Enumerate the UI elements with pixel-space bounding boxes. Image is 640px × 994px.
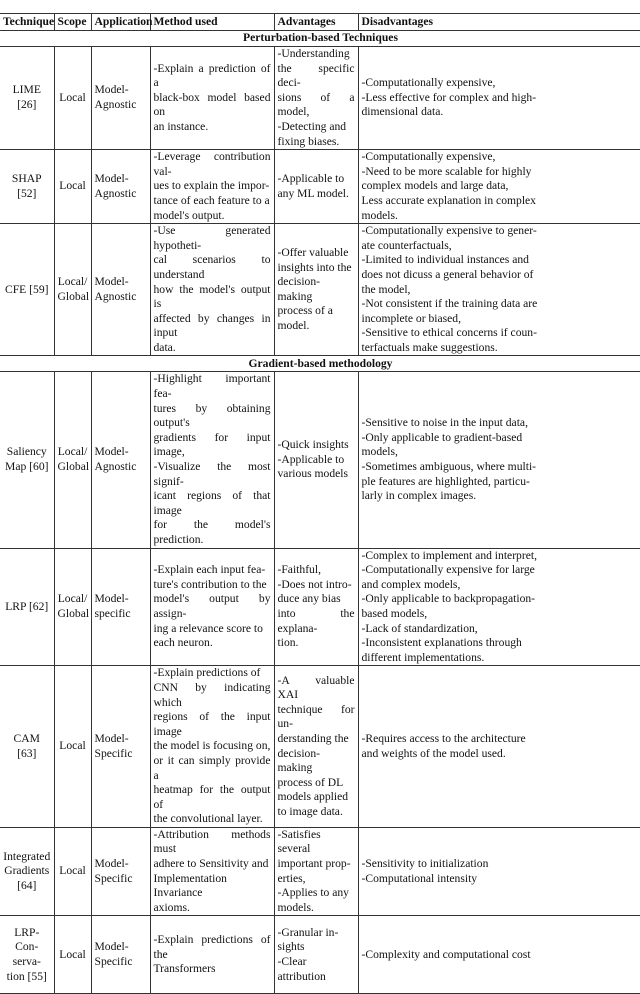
cell-application: Model- Agnostic	[91, 47, 150, 150]
cell-scope: Local	[54, 150, 91, 224]
cell-disadvantages: -Complex to implement and interpret, -Computationally expensive for large and complex models, -Only applicable to backpropagation- based models, -Lack of standardization, -Inconsistent explanations through different implementations.	[358, 548, 640, 666]
cell-advantages: -Offer valuable insights into the decision-making process of a model.	[274, 224, 358, 356]
cell-method: -Attribution methods must adhere to Sensitivity and Implementation Invariance axioms.	[150, 827, 274, 916]
section-title: Perturbation-based Techniques	[0, 31, 640, 47]
header-row	[0, 14, 640, 31]
xai-techniques-table	[0, 13, 640, 994]
cell-technique: CFE [59]	[0, 224, 54, 356]
cell-disadvantages: -Complexity and computational cost	[358, 916, 640, 994]
table-row	[0, 150, 640, 224]
cell-method: -Explain predictions of CNN by indicating which regions of the input image the model is focusing on, or it can simply provide a heatmap for the output of the convolutional layer.	[150, 666, 274, 828]
cell-technique: CAM [63]	[0, 666, 54, 828]
cell-advantages: -Quick insights -Applicable to various models	[274, 372, 358, 548]
table-row	[0, 372, 640, 548]
cell-application: Model- Specific	[91, 827, 150, 916]
cell-method: -Use generated hypotheti- cal scenarios to understand how the model's output is affected by changes in input data.	[150, 224, 274, 356]
cell-advantages: -A valuable XAI technique for un- derstanding the decision-making process of DL models applied to image data.	[274, 666, 358, 828]
header-disadvantages: Disadvantages	[358, 14, 640, 31]
header-method: Method used	[150, 14, 274, 31]
cell-technique: Integrated Gradients [64]	[0, 827, 54, 916]
cell-scope: Local/ Global	[54, 548, 91, 666]
cell-scope: Local	[54, 827, 91, 916]
table-row	[0, 916, 640, 994]
cell-disadvantages: -Sensitivity to initialization -Computational intensity	[358, 827, 640, 916]
table-row	[0, 548, 640, 666]
table-row	[0, 827, 640, 916]
cell-method: -Explain a prediction of a black-box model based on an instance.	[150, 47, 274, 150]
cell-application: Model- specific	[91, 548, 150, 666]
cell-scope: Local	[54, 916, 91, 994]
cell-disadvantages: -Requires access to the architecture and weights of the model used.	[358, 666, 640, 828]
header-advantages: Advantages	[274, 14, 358, 31]
table-row	[0, 666, 640, 828]
cell-disadvantages: -Computationally expensive, -Less effective for complex and high- dimensional data.	[358, 47, 640, 150]
cell-application: Model- Agnostic	[91, 150, 150, 224]
cell-technique: LIME [26]	[0, 47, 54, 150]
cell-technique: Saliency Map [60]	[0, 372, 54, 548]
cell-scope: Local	[54, 47, 91, 150]
section-title: Gradient-based methodology	[0, 356, 640, 372]
cell-method: -Highlight important fea- tures by obtaining output's gradients for input image, -Visualize the most signif- icant regions of that image for the model's prediction.	[150, 372, 274, 548]
cell-disadvantages: -Computationally expensive, -Need to be more scalable for highly complex models and large data, Less accurate explanation in complex models.	[358, 150, 640, 224]
cell-disadvantages: -Computationally expensive to gener- ate counterfactuals, -Limited to individual instances and does not dicuss a general behavior of the model, -Not consistent if the training data are incomplete or biased, -Sensitive to ethical concerns if coun- terfactuals make suggestions.	[358, 224, 640, 356]
cell-application: Model- Agnostic	[91, 372, 150, 548]
cell-advantages: -Applicable to any ML model.	[274, 150, 358, 224]
header-scope: Scope	[54, 14, 91, 31]
cell-advantages: -Satisfies several important prop- erties, -Applies to any models.	[274, 827, 358, 916]
cell-application: Model- Specific	[91, 916, 150, 994]
table-row	[0, 224, 640, 356]
cell-method: -Explain each input fea- ture's contribution to the model's output by assign- ing a relevance score to each neuron.	[150, 548, 274, 666]
cell-technique: LRP [62]	[0, 548, 54, 666]
section-row	[0, 31, 640, 47]
cell-application: Model- Specific	[91, 666, 150, 828]
cell-method: -Leverage contribution val- ues to explain the impor- tance of each feature to a model's output.	[150, 150, 274, 224]
cell-scope: Local	[54, 666, 91, 828]
cell-technique: LRP- Con- serva- tion [55]	[0, 916, 54, 994]
cell-advantages: -Understanding the specific deci- sions of a model, -Detecting and fixing biases.	[274, 47, 358, 150]
section-row	[0, 356, 640, 372]
cell-method: -Explain predictions of the Transformers	[150, 916, 274, 994]
cell-advantages: -Granular in- sights -Clear attribution	[274, 916, 358, 994]
cell-scope: Local/ Global	[54, 224, 91, 356]
cell-technique: SHAP [52]	[0, 150, 54, 224]
cell-disadvantages: -Sensitive to noise in the input data, -Only applicable to gradient-based models, -Sometimes ambiguous, where multi- ple features are highlighted, particu- larly in complex images.	[358, 372, 640, 548]
cell-advantages: -Faithful, -Does not intro- duce any bias into the explana- tion.	[274, 548, 358, 666]
header-technique: Technique	[0, 14, 54, 31]
cell-scope: Local/ Global	[54, 372, 91, 548]
header-application: Application	[91, 14, 150, 31]
cell-application: Model- Agnostic	[91, 224, 150, 356]
table-row	[0, 47, 640, 150]
